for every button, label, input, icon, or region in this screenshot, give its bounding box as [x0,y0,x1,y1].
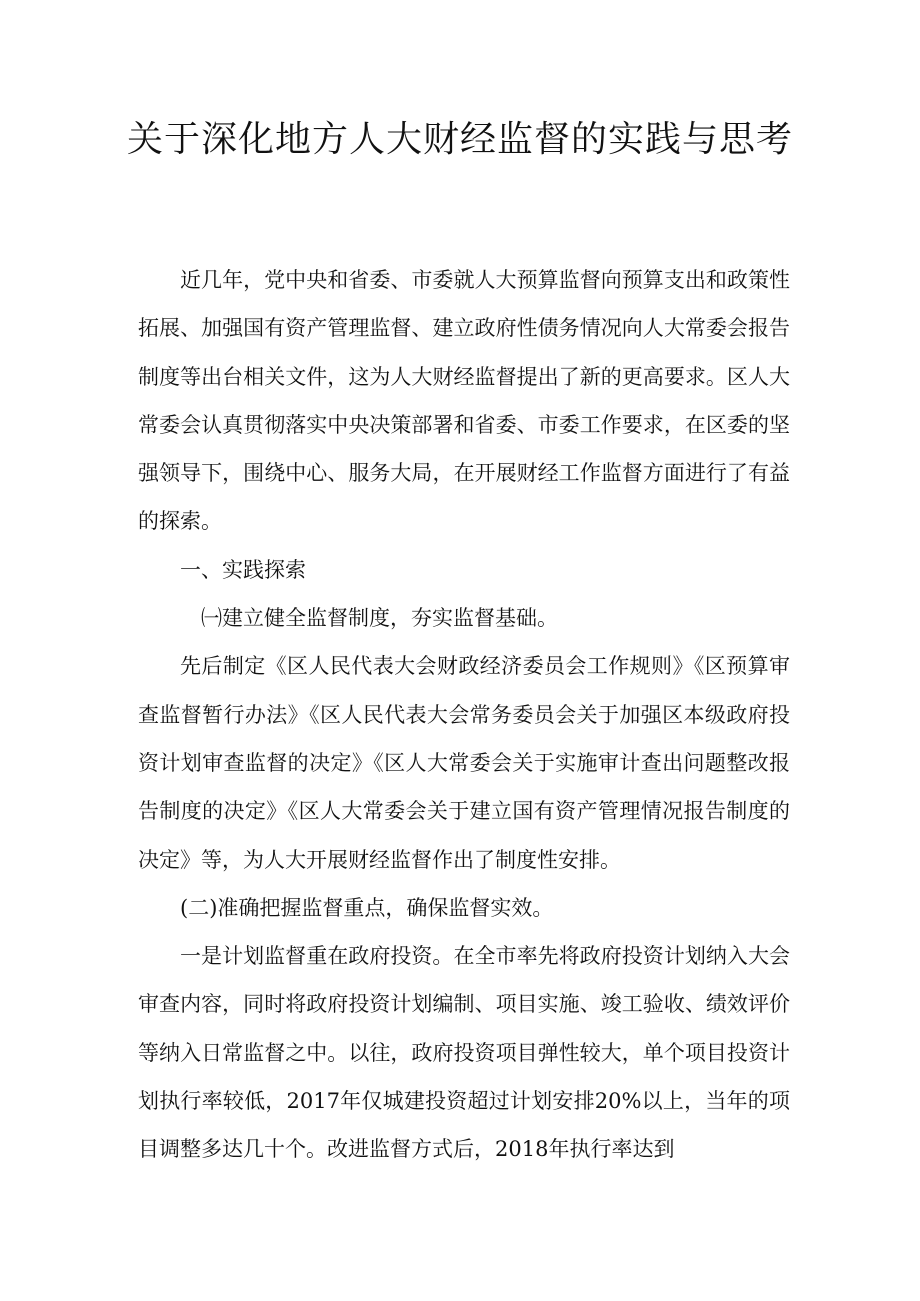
subsection-heading-1: ㈠建立健全监督制度，夯实监督基础。 [201,606,558,631]
subsection-heading-2: (二)准确把握监督重点，确保监督实效。 [180,895,554,920]
paragraph-plan-supervision: 一是计划监督重在政府投资。在全市率先将政府投资计划纳入大会审查内容，同时将政府投资计划编制、项目实施、竣工验收、绩效评价等纳入日常监督之中。以往，政府投资项目弹性较大，单个项目投资计划执行率较低，2017年仅城建投资超过计划安排20%以上，当年的项目调整多达几十个。改进监督方式后，2018年执行率达到 [138,944,790,1162]
section-heading-1: 一、实践探索 [180,557,306,582]
document-title: 关于深化地方人大财经监督的实践与思考 [126,119,793,160]
document-body [138,256,790,1174]
paragraph-intro: 近几年，党中央和省委、市委就人大预算监督向预算支出和政策性拓展、加强国有资产管理监督、建立政府性债务情况向人大常委会报告制度等出台相关文件，这为人大财经监督提出了新的更高要求。区人大常委会认真贯彻落实中央决策部署和省委、市委工作要求，在区委的坚强领导下，围绕中心、服务大局，在开展财经工作监督方面进行了有益的探索。 [138,268,790,534]
paragraph-regulations: 先后制定《区人民代表大会财政经济委员会工作规则》《区预算审查监督暂行办法》《区人民代表大会常务委员会关于加强区本级政府投资计划审查监督的决定》《区人大常委会关于实施审计查出问题整改报告制度的决定》《区人大常委会关于建立国有资产管理情况报告制度的决定》等，为人大开展财经监督作出了制度性安排。 [138,654,790,872]
